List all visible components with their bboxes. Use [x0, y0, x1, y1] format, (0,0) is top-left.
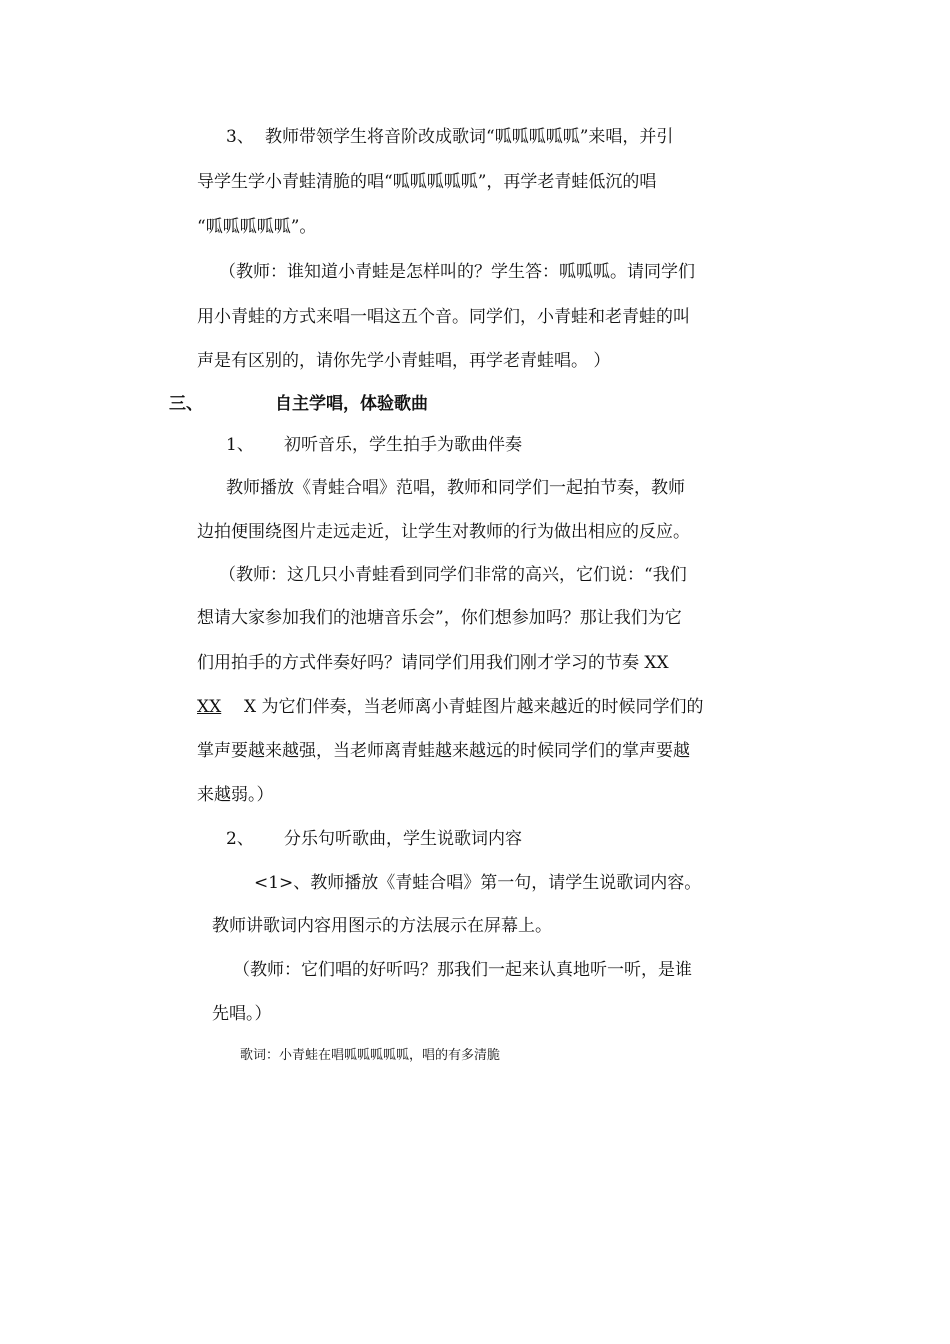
step3-line2: 导学生学小青蛙清脆的唱“呱呱呱呱呱”，再学老青蛙低沉的唱	[197, 172, 657, 192]
item1-number: 1、	[226, 435, 254, 455]
step3-line1: 教师带领学生将音阶改成歌词“呱呱呱呱呱”来唱，并引	[265, 127, 674, 147]
step3-number: 3、	[226, 127, 254, 147]
note2-line1: （教师：这几只小青蛙看到同学们非常的高兴，它们说：“我们	[219, 565, 687, 585]
item1-title: 初听音乐，学生拍手为歌曲伴奏	[284, 435, 522, 455]
sub1-line1: <1>、教师播放《青蛙合唱》第一句，请学生说歌词内容。	[254, 873, 702, 893]
rhythm-underlined: XX	[197, 697, 222, 717]
section3-number: 三、	[169, 394, 203, 414]
lyrics-line: 歌词：小青蛙在唱呱呱呱呱呱，唱的有多清脆	[240, 1048, 501, 1063]
note1-line1: （教师：谁知道小青蛙是怎样叫的？学生答：呱呱呱。请同学们	[219, 262, 695, 282]
note2-line4: X 为它们伴奏，当老师离小青蛙图片越来越近的时候同学们的	[244, 697, 704, 717]
note2-line5: 掌声要越来越强，当老师离青蛙越来越远的时候同学们的掌声要越	[197, 741, 690, 761]
note2-line3: 们用拍手的方式伴奏好吗？请同学们用我们刚才学习的节奏 XX	[197, 653, 669, 673]
step3-line3: “呱呱呱呱呱”。	[197, 217, 317, 237]
note3-line1: （教师：它们唱的好听吗？那我们一起来认真地听一听，是谁	[233, 960, 692, 980]
note2-line6: 来越弱。）	[197, 785, 274, 805]
para1-line2: 边拍便围绕图片走远走近，让学生对教师的行为做出相应的反应。	[197, 522, 690, 542]
note2-line2: 想请大家参加我们的池塘音乐会”，你们想参加吗？那让我们为它	[197, 608, 682, 628]
section3-title: 自主学唱，体验歌曲	[275, 394, 428, 414]
para1-line1: 教师播放《青蛙合唱》范唱，教师和同学们一起拍节奏，教师	[226, 478, 685, 498]
item2-title: 分乐句听歌曲，学生说歌词内容	[284, 829, 522, 849]
note1-line2: 用小青蛙的方式来唱一唱这五个音。同学们，小青蛙和老青蛙的叫	[197, 307, 690, 327]
sub1-line2: 教师讲歌词内容用图示的方法展示在屏幕上。	[212, 916, 552, 936]
note1-line3: 声是有区别的，请你先学小青蛙唱，再学老青蛙唱。 ）	[197, 351, 611, 371]
note3-line2: 先唱。）	[212, 1004, 272, 1024]
item2-number: 2、	[226, 829, 254, 849]
